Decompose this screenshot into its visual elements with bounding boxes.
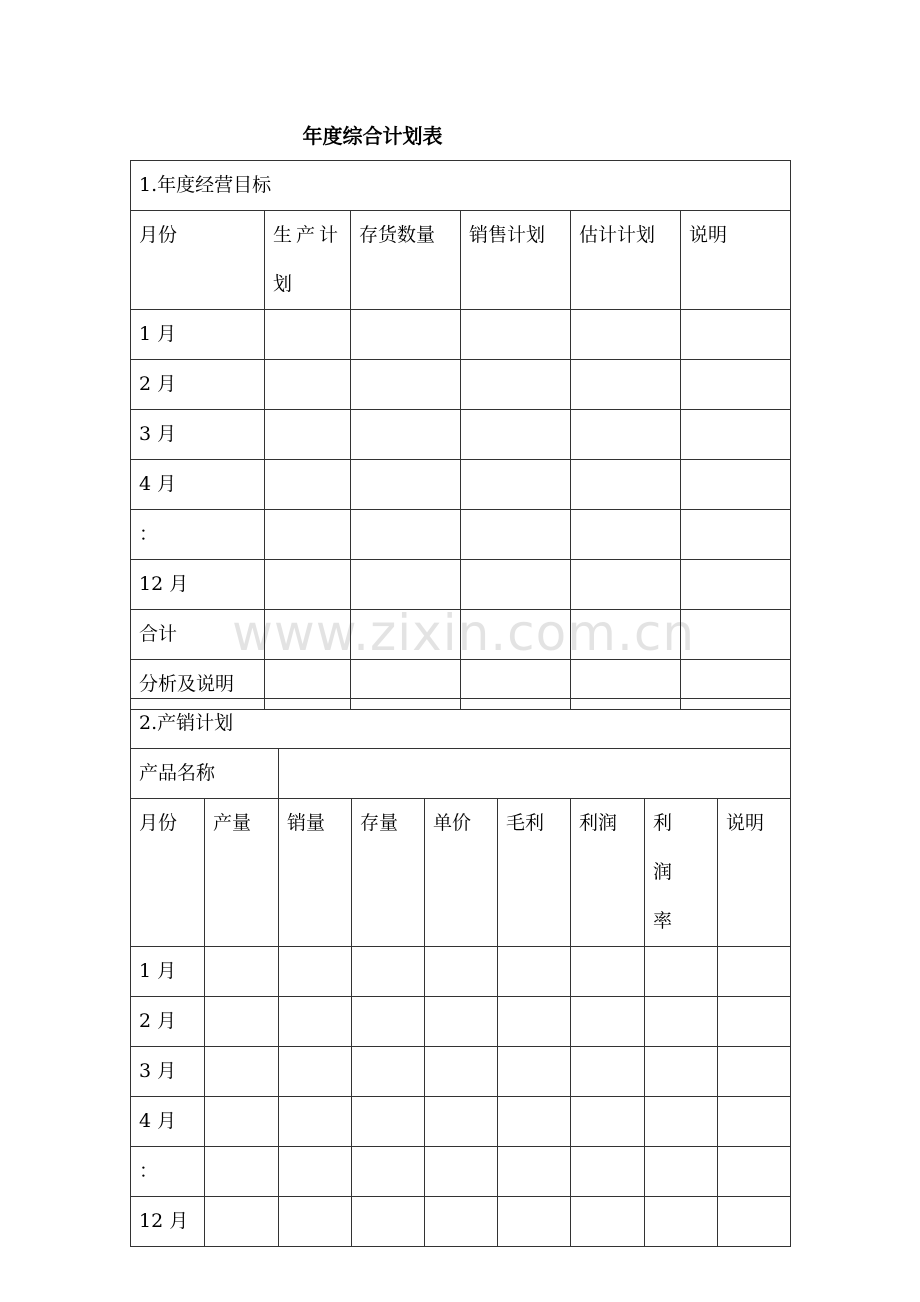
section1-heading: 1.年度经营目标 [131, 161, 791, 211]
row-label: 2 月 [131, 360, 265, 410]
section2-column-header: 月份 [131, 799, 205, 947]
document-title: 年度综合计划表 [302, 124, 443, 148]
empty-cell [498, 1147, 571, 1197]
table-row [131, 360, 791, 410]
empty-cell [265, 610, 351, 660]
empty-cell [571, 460, 681, 510]
empty-cell [498, 1097, 571, 1147]
table-row [131, 510, 791, 560]
empty-cell [205, 1147, 279, 1197]
empty-cell [351, 410, 461, 460]
empty-cell [498, 947, 571, 997]
empty-cell [351, 510, 461, 560]
empty-cell [351, 460, 461, 510]
row-label: 4 月 [131, 460, 265, 510]
section2-column-header: 利润 [571, 799, 645, 947]
empty-cell [681, 410, 791, 460]
empty-cell [645, 997, 718, 1047]
empty-cell [571, 1197, 645, 1247]
watermark: www.zixin.com.cn [232, 604, 696, 662]
table-row [131, 410, 791, 460]
empty-cell [205, 1197, 279, 1247]
empty-cell [645, 1097, 718, 1147]
empty-cell [571, 310, 681, 360]
table-row [131, 1147, 791, 1197]
empty-cell [279, 1197, 352, 1247]
row-label: 1 月 [131, 947, 205, 997]
table-row [131, 1197, 791, 1247]
empty-cell [718, 1197, 791, 1247]
empty-cell [351, 610, 461, 660]
empty-cell [205, 997, 279, 1047]
empty-cell [205, 1047, 279, 1097]
empty-cell [351, 360, 461, 410]
empty-cell [461, 410, 571, 460]
empty-cell [681, 560, 791, 610]
empty-cell [205, 1097, 279, 1147]
empty-cell [265, 410, 351, 460]
empty-cell [681, 610, 791, 660]
empty-cell [571, 1097, 645, 1147]
empty-cell [279, 1097, 352, 1147]
table-row [131, 947, 791, 997]
empty-cell [461, 460, 571, 510]
empty-cell [461, 360, 571, 410]
empty-cell [498, 1197, 571, 1247]
empty-cell [571, 1047, 645, 1097]
empty-cell [279, 947, 352, 997]
empty-cell [681, 460, 791, 510]
table-row [131, 310, 791, 360]
empty-cell [571, 510, 681, 560]
section1-column-header: 销售计划 [461, 211, 571, 310]
empty-cell [498, 1047, 571, 1097]
empty-cell [571, 947, 645, 997]
empty-cell [352, 947, 425, 997]
product-name-value [279, 749, 791, 799]
empty-cell [645, 1047, 718, 1097]
empty-cell [425, 1097, 498, 1147]
section2-column-header: 销量 [279, 799, 352, 947]
empty-cell [718, 1147, 791, 1197]
empty-cell [498, 997, 571, 1047]
empty-cell [279, 997, 352, 1047]
empty-cell [425, 1047, 498, 1097]
row-label: ： [131, 510, 265, 560]
section1-column-header: 生产计划 [265, 211, 351, 310]
table-row [131, 1097, 791, 1147]
row-label: 1 月 [131, 310, 265, 360]
empty-cell [645, 1147, 718, 1197]
row-label: 3 月 [131, 1047, 205, 1097]
table-row [131, 1047, 791, 1097]
empty-cell [681, 360, 791, 410]
empty-cell [351, 310, 461, 360]
empty-cell [461, 610, 571, 660]
empty-cell [718, 1047, 791, 1097]
empty-cell [425, 997, 498, 1047]
section1-column-header: 说明 [681, 211, 791, 310]
empty-cell [265, 510, 351, 560]
section2-column-header: 单价 [425, 799, 498, 947]
empty-cell [351, 560, 461, 610]
empty-cell [352, 1197, 425, 1247]
section1-column-header: 月份 [131, 211, 265, 310]
section2-column-header: 产量 [205, 799, 279, 947]
section2-column-header: 毛利 [498, 799, 571, 947]
section1-column-header: 存货数量 [351, 211, 461, 310]
empty-cell [571, 360, 681, 410]
empty-cell [718, 1097, 791, 1147]
table-row [131, 560, 791, 610]
empty-cell [571, 410, 681, 460]
table-row [131, 460, 791, 510]
empty-cell [265, 310, 351, 360]
row-label: 分析及说明 [131, 660, 265, 710]
table-row [131, 997, 791, 1047]
annual-target-table [130, 160, 791, 710]
empty-cell [279, 1147, 352, 1197]
empty-cell [352, 1097, 425, 1147]
section1-column-header: 估计计划 [571, 211, 681, 310]
empty-cell [718, 997, 791, 1047]
empty-cell [425, 947, 498, 997]
empty-cell [265, 560, 351, 610]
empty-cell [352, 1147, 425, 1197]
row-label: ： [131, 1147, 205, 1197]
empty-cell [461, 510, 571, 560]
empty-cell [645, 947, 718, 997]
production-sales-table [130, 698, 791, 1247]
empty-cell [425, 1197, 498, 1247]
empty-cell [571, 610, 681, 660]
empty-cell [425, 1147, 498, 1197]
row-label: 2 月 [131, 997, 205, 1047]
empty-cell [461, 310, 571, 360]
section2-column-header: 利 润率 [645, 799, 718, 947]
row-label: 4 月 [131, 1097, 205, 1147]
empty-cell [265, 460, 351, 510]
empty-cell [571, 1147, 645, 1197]
empty-cell [265, 360, 351, 410]
section2-heading: 2.产销计划 [131, 699, 791, 749]
section2-column-header: 存量 [352, 799, 425, 947]
row-label: 合计 [131, 610, 265, 660]
empty-cell [279, 1047, 352, 1097]
row-label: 3 月 [131, 410, 265, 460]
section2-column-header: 说明 [718, 799, 791, 947]
empty-cell [205, 947, 279, 997]
empty-cell [681, 510, 791, 560]
product-name-label: 产品名称 [131, 749, 279, 799]
empty-cell [571, 560, 681, 610]
empty-cell [571, 997, 645, 1047]
empty-cell [718, 947, 791, 997]
empty-cell [681, 310, 791, 360]
row-label: 12 月 [131, 1197, 205, 1247]
empty-cell [461, 560, 571, 610]
empty-cell [352, 1047, 425, 1097]
row-label: 12 月 [131, 560, 265, 610]
empty-cell [352, 997, 425, 1047]
table-row [131, 610, 791, 660]
empty-cell [645, 1197, 718, 1247]
